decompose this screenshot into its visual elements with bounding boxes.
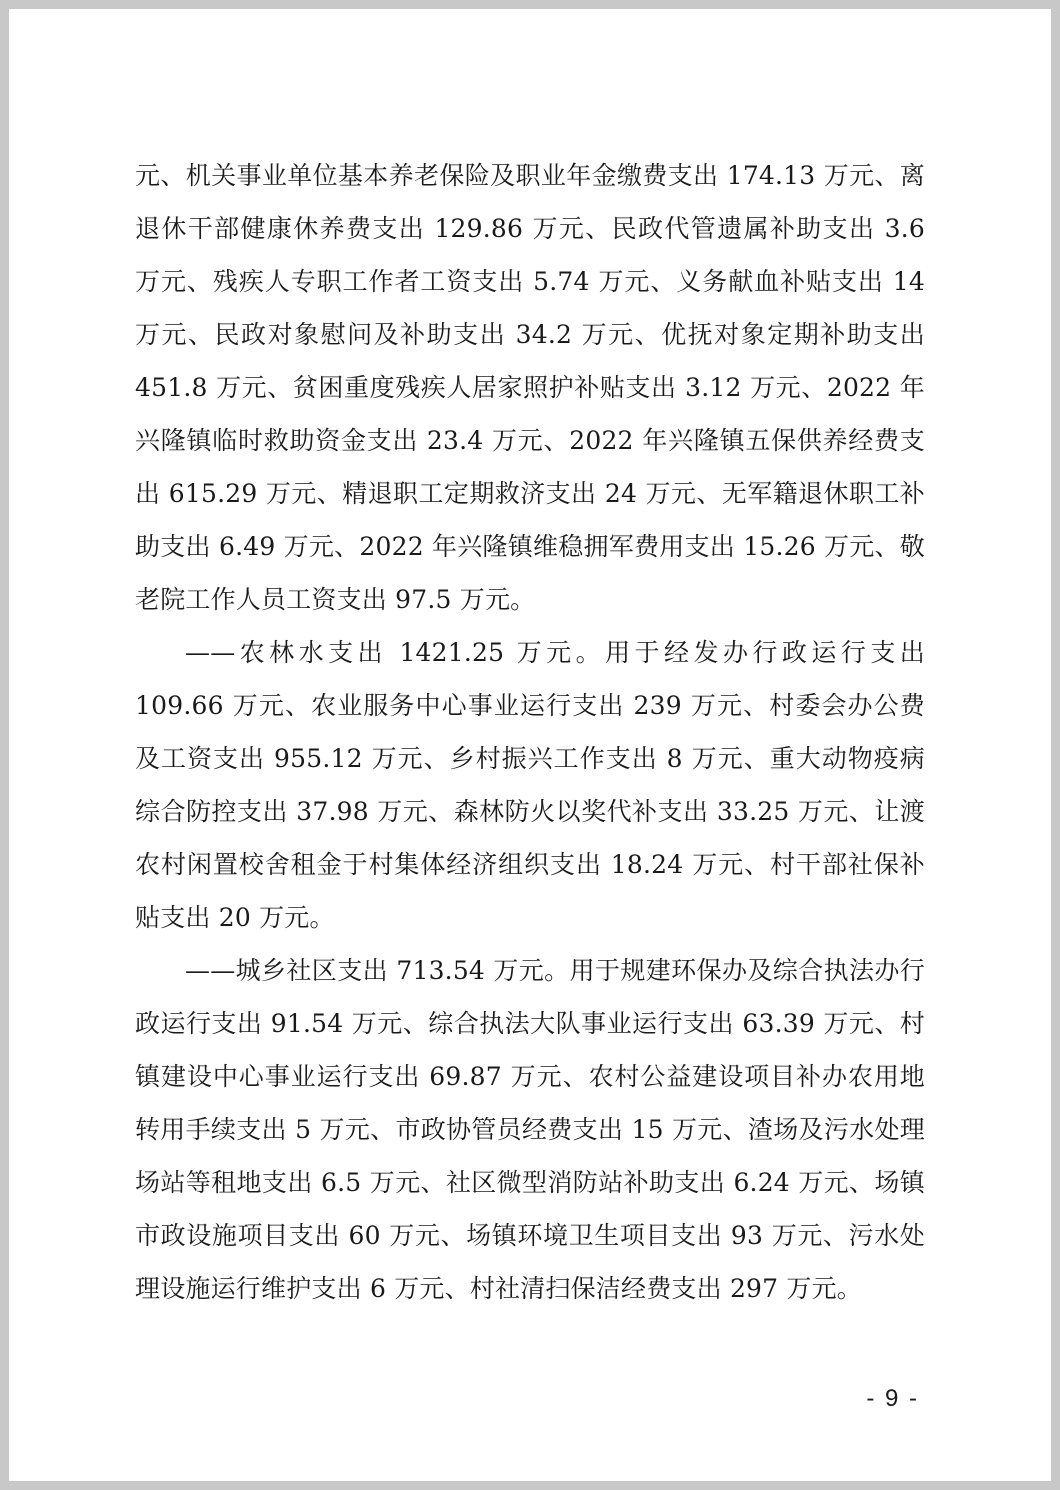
paragraph-agriculture-expenditure: ——农林水支出 1421.25 万元。用于经发办行政运行支出 109.66 万元、农业服务中心事业运行支出 239 万元、村委会办公费及工资支出 955.12 万元、乡村振兴工作支出 8 万元、重大动物疫病综合防控支出 37.98 万元、森林防火以奖代补支出 33.25 万元、让渡农村闲置校舍租金于村集体经济组织支出 18.24 万元、村干部社保补贴支出 20 万元。 — [135, 638, 925, 932]
paragraph-urban-rural-community-expenditure: ——城乡社区支出 713.54 万元。用于规建环保办及综合执法办行政运行支出 91.54 万元、综合执法大队事业运行支出 63.39 万元、村镇建设中心事业运行支出 69.87 万元、农村公益建设项目补办农用地转用手续支出 5 万元、市政协管员经费支出 15 万元、渣场及污水处理场站等租地支出 6.5 万元、社区微型消防站补助支出 6.24 万元、场镇市政设施项目支出 60 万元、场镇环境卫生项目支出 93 万元、污水处理设施运行维护支出 6 万元、村社清扫保洁经费支出 297 万元。 — [135, 956, 925, 1303]
body-text — [135, 149, 925, 1315]
paragraph-social-security-continued: 元、机关事业单位基本养老保险及职业年金缴费支出 174.13 万元、离退休干部健康休养费支出 129.86 万元、民政代管遗属补助支出 3.6 万元、残疾人专职工作者工资支出 5.74 万元、义务献血补贴支出 14 万元、民政对象慰问及补助支出 34.2 万元、优抚对象定期补助支出 451.8 万元、贫困重度残疾人居家照护补贴支出 3.12 万元、2022 年兴隆镇临时救助资金支出 23.4 万元、2022 年兴隆镇五保供养经费支出 615.29 万元、精退职工定期救济支出 24 万元、无军籍退休职工补助支出 6.49 万元、2022 年兴隆镇维稳拥军费用支出 15.26 万元、敬老院工作人员工资支出 97.5 万元。 — [135, 161, 925, 614]
page-number: - 9 - — [866, 1385, 919, 1412]
document-page — [9, 9, 1051, 1481]
